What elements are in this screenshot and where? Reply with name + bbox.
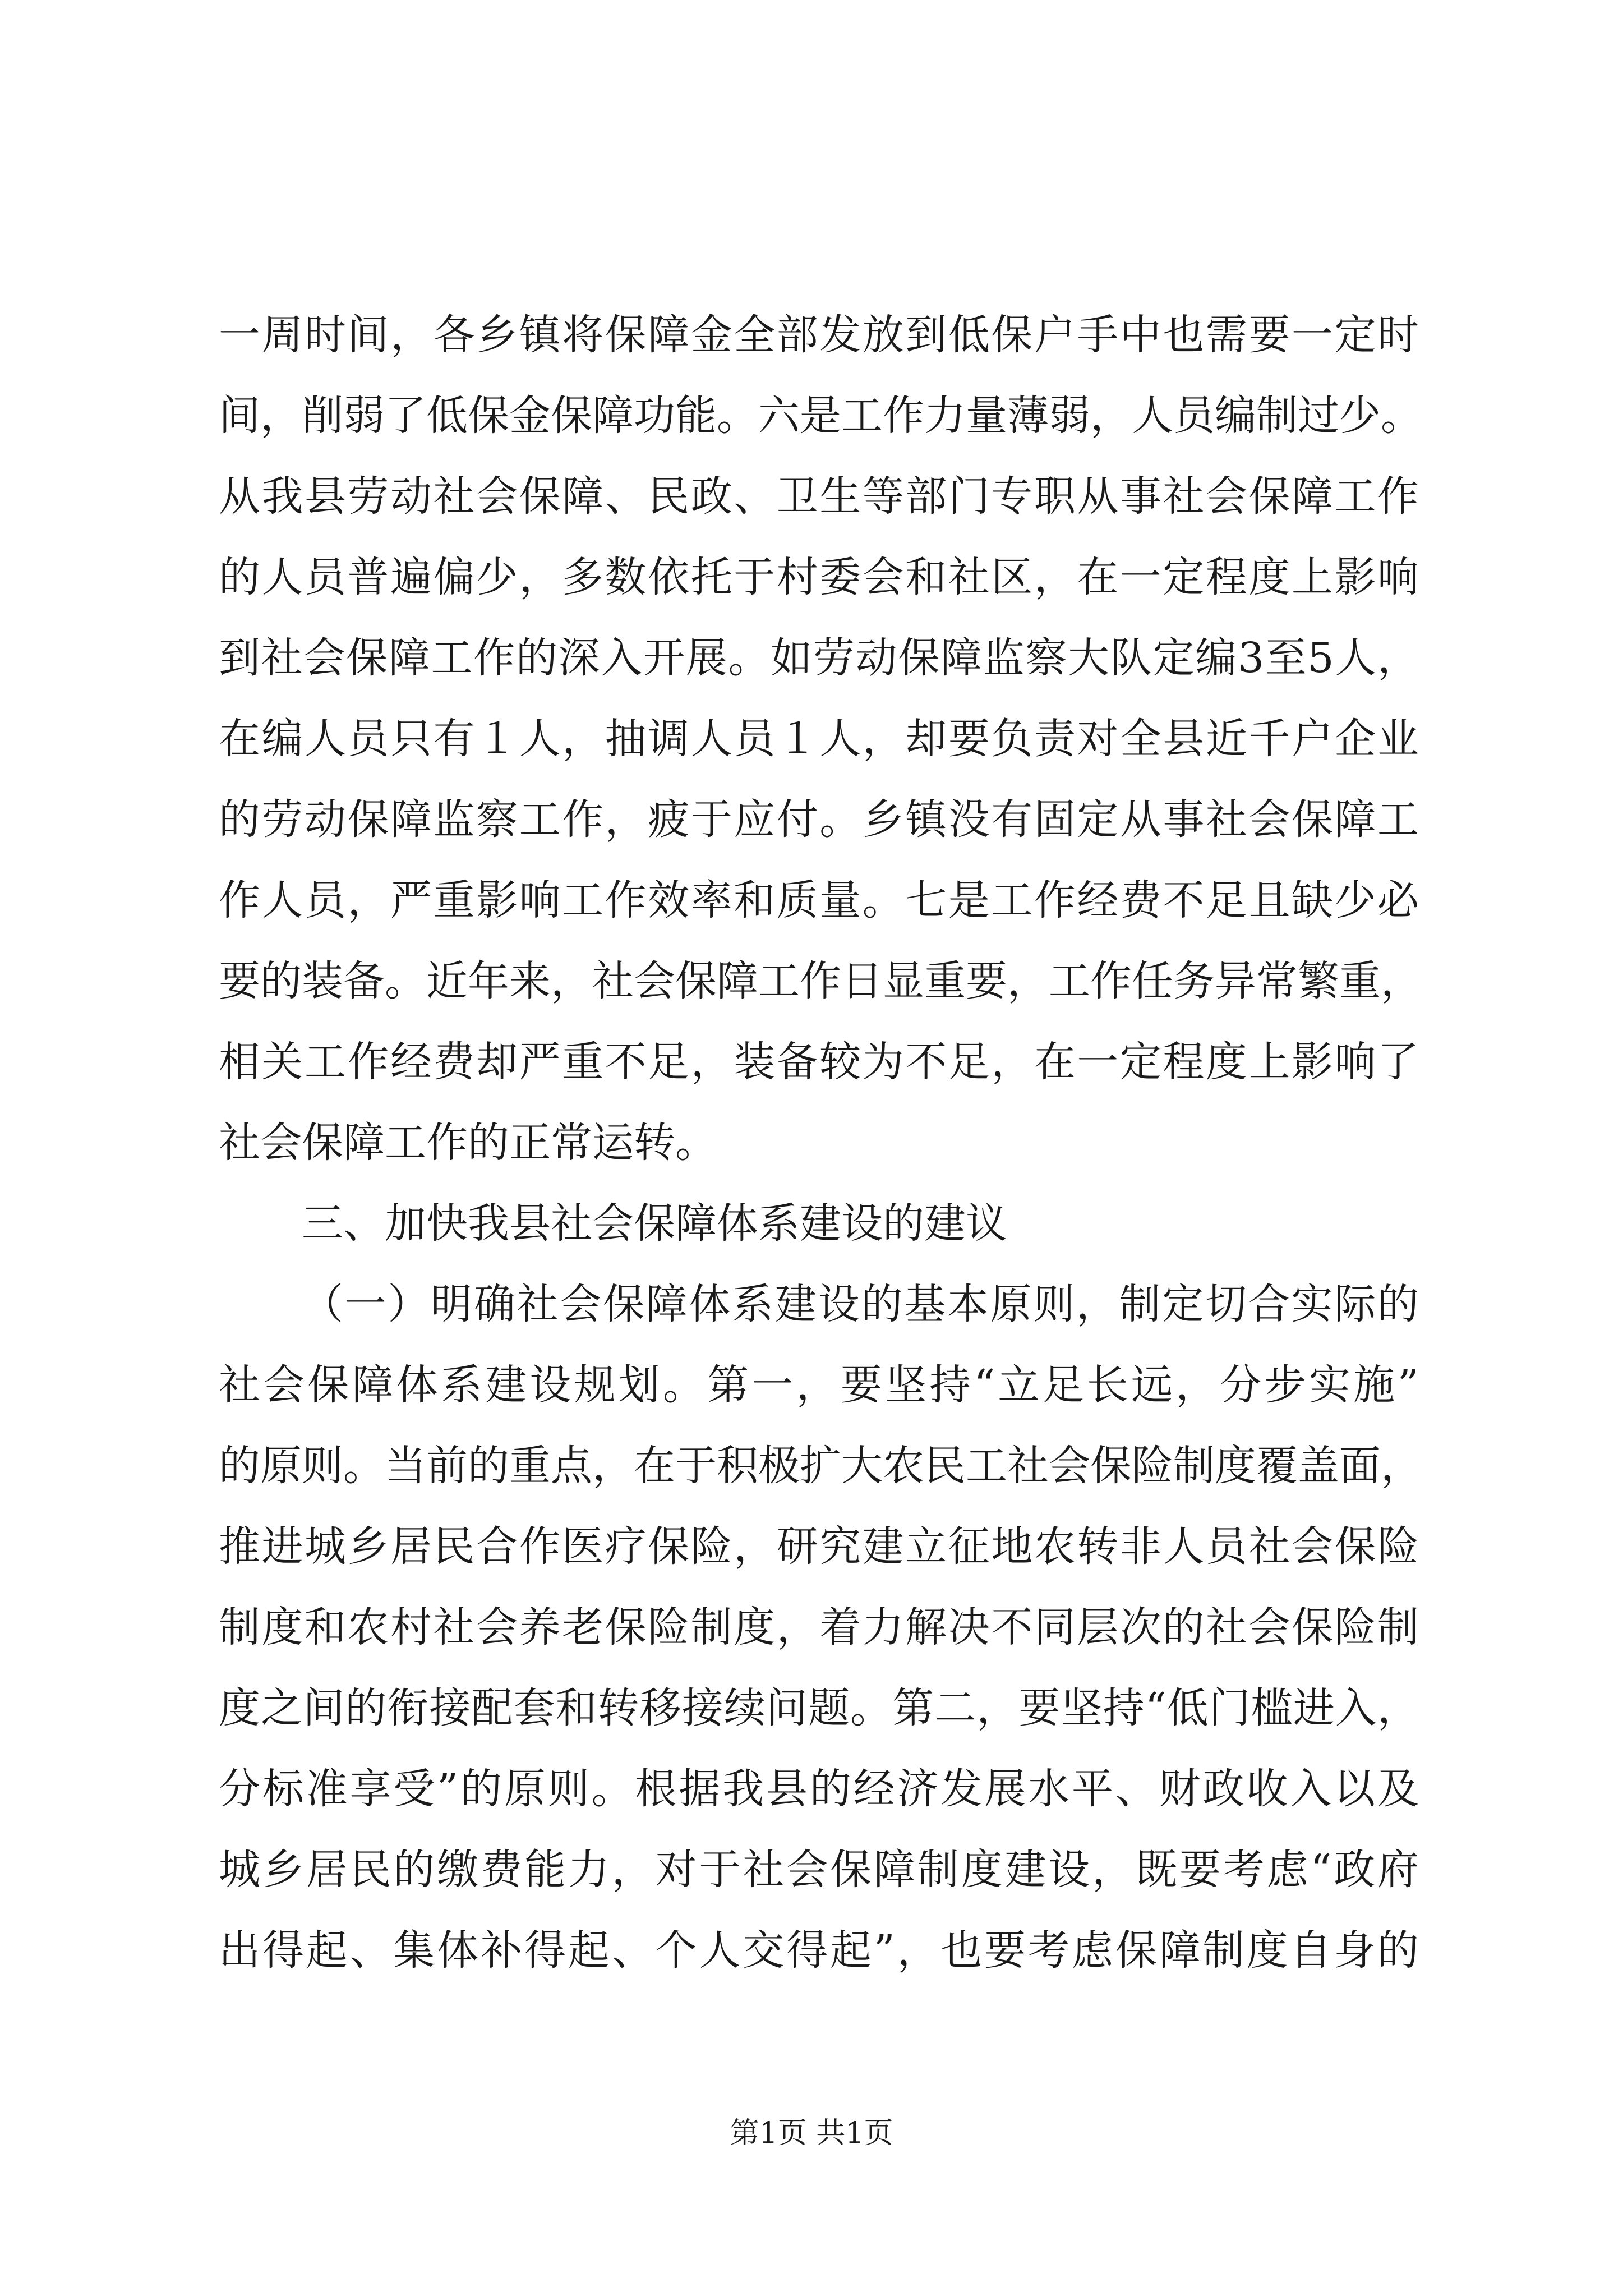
text-line: 到社会保障工作的深入开展。如劳动保障监察大队定编3至5人， <box>219 634 1419 682</box>
text-line: 在编人员只有１人，抽调人员１人，却要负责对全县近千户企业 <box>219 715 1419 763</box>
text-line: 出得起、集体补得起、个人交得起”，也要考虑保障制度自身的 <box>219 1926 1419 1975</box>
text-line: 社会保障工作的正常运转。 <box>219 1119 717 1167</box>
text-line: 相关工作经费却严重不足，装备较为不足，在一定程度上影响了 <box>219 1038 1419 1086</box>
text-line: 制度和农村社会养老保险制度，着力解决不同层次的社会保险制 <box>219 1603 1419 1651</box>
text-line: 城乡居民的缴费能力，对于社会保障制度建设，既要考虑“政府 <box>219 1846 1419 1894</box>
text-line: 社会保障体系建设规划。第一，要坚持“立足长远，分步实施” <box>219 1361 1419 1409</box>
text-line: 要的装备。近年来，社会保障工作日显重要，工作任务异常繁重， <box>219 957 1422 1005</box>
page-number: 第1页 共1页 <box>730 2116 893 2150</box>
text-line: 一周时间，各乡镇将保障金全部发放到低保户手中也需要一定时 <box>219 311 1419 359</box>
text-line: 从我县劳动社会保障、民政、卫生等部门专职从事社会保障工作 <box>219 472 1419 521</box>
text-line: 的原则。当前的重点，在于积极扩大农民工社会保险制度覆盖面， <box>219 1442 1422 1490</box>
section-heading: 三、加快我县社会保障体系建设的建议 <box>302 1199 1007 1248</box>
subsection-heading-line: （一）明确社会保障体系建设的基本原则，制定切合实际的 <box>302 1280 1419 1328</box>
text-line: 的人员普遍偏少，多数依托于村委会和社区，在一定程度上影响 <box>219 553 1419 601</box>
text-line: 分标准享受”的原则。根据我县的经济发展水平、财政收入以及 <box>219 1765 1419 1813</box>
text-line: 作人员，严重影响工作效率和质量。七是工作经费不足且缺少必 <box>219 876 1419 924</box>
text-line: 推进城乡居民合作医疗保险，研究建立征地农转非人员社会保险 <box>219 1522 1419 1571</box>
text-line: 的劳动保障监察工作，疲于应付。乡镇没有固定从事社会保障工 <box>219 795 1419 844</box>
document-body <box>219 295 1422 1991</box>
text-line: 间，削弱了低保金保障功能。六是工作力量薄弱，人员编制过少。 <box>219 392 1422 440</box>
text-line: 度之间的衔接配套和转移接续问题。第二，要坚持“低门槛进入， <box>219 1684 1419 1732</box>
